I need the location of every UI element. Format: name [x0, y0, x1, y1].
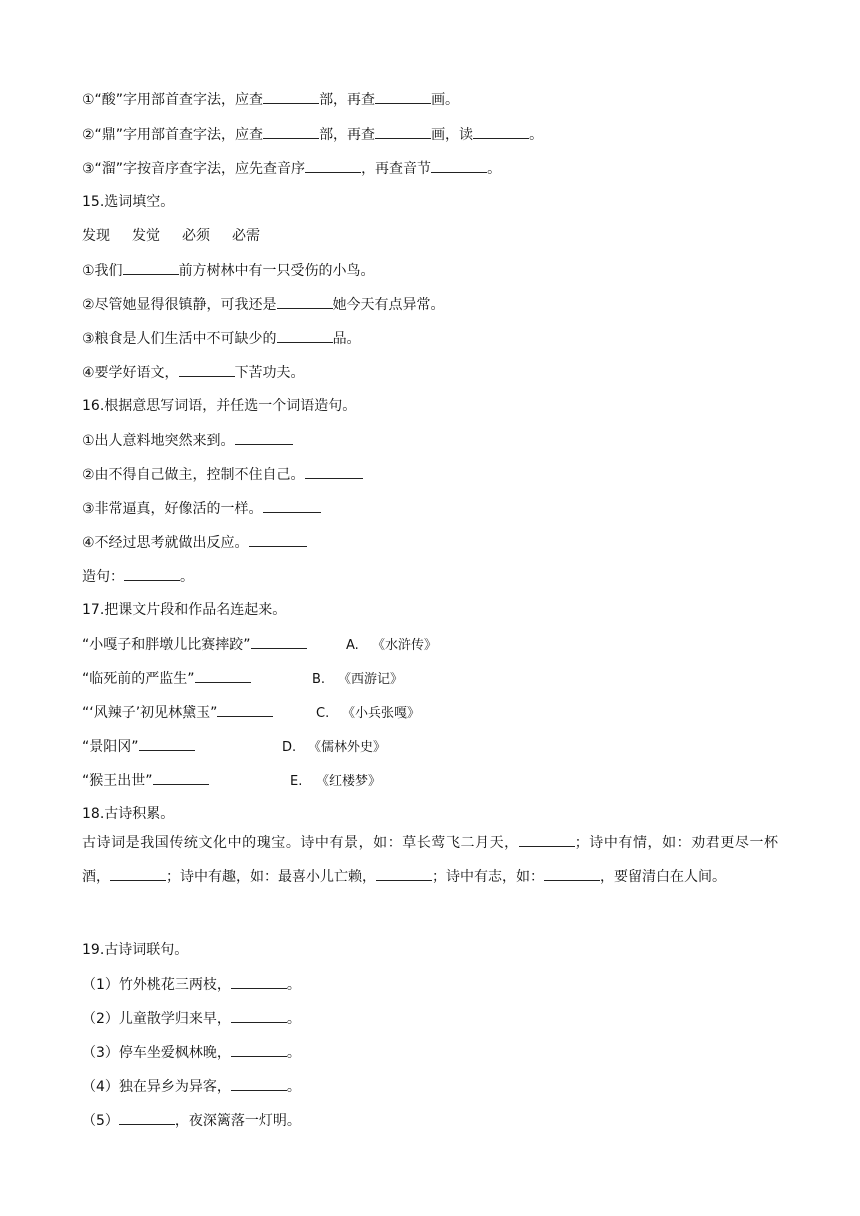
q15-item-3: ③粮食是人们生活中不可缺少的 品。	[82, 328, 361, 349]
answer-blank[interactable]	[179, 362, 235, 377]
answer-blank[interactable]	[519, 832, 575, 847]
q17-option-a: A. 《水浒传》	[346, 638, 438, 653]
q19-item-3: （3）停车坐爱枫林晚， 。	[82, 1042, 301, 1063]
answer-blank[interactable]	[249, 532, 307, 547]
q15-item-4: ④要学好语文， 下苦功夫。	[82, 362, 305, 383]
q19-item-4: （4）独在异乡为异客， 。	[82, 1076, 301, 1097]
answer-blank[interactable]	[217, 702, 273, 717]
q14-item-1: ①“酸”字用部首查字法，应查 部，再查 画。	[82, 89, 459, 110]
word-option: 必须	[182, 228, 210, 244]
answer-blank[interactable]	[431, 158, 487, 173]
answer-blank[interactable]	[305, 464, 363, 479]
answer-blank[interactable]	[231, 974, 287, 989]
answer-blank[interactable]	[277, 294, 333, 309]
answer-blank[interactable]	[263, 124, 319, 139]
q15-item-1: ①我们 前方树林中有一只受伤的小鸟。	[82, 260, 375, 281]
answer-blank[interactable]	[251, 634, 307, 649]
q17-left-2: “临死前的严监生”	[82, 668, 251, 689]
answer-blank[interactable]	[119, 1110, 175, 1125]
word-option: 发觉	[132, 228, 160, 244]
answer-blank[interactable]	[375, 89, 431, 104]
answer-blank[interactable]	[139, 736, 195, 751]
answer-blank[interactable]	[123, 260, 179, 275]
answer-blank[interactable]	[124, 566, 180, 581]
answer-blank[interactable]	[235, 430, 293, 445]
q16-item-3: ③非常逼真，好像活的一样。	[82, 498, 321, 519]
answer-blank[interactable]	[263, 498, 321, 513]
answer-blank[interactable]	[277, 328, 333, 343]
answer-blank[interactable]	[153, 770, 209, 785]
q14-item-3: ③“溜”字按音序查字法，应先查音序 ，再查音节 。	[82, 158, 501, 179]
q15-word-bank	[82, 226, 282, 246]
answer-blank[interactable]	[263, 89, 319, 104]
q18-paragraph: 古诗词是我国传统文化中的瑰宝。诗中有景，如：草长莺飞二月天， ；诗中有情，如：劝君更尽一杯酒， ；诗中有趣，如：最喜小儿亡赖， ；诗中有志，如： ，要留清白在人间。	[82, 826, 778, 894]
q16-item-4: ④不经过思考就做出反应。	[82, 532, 307, 553]
answer-blank[interactable]	[231, 1008, 287, 1023]
q14-item-2: ②“鼎”字用部首查字法，应查 部，再查 画，读 。	[82, 124, 543, 145]
q19-title: 19.古诗词联句。	[82, 942, 189, 958]
q15-title: 15.选词填空。	[82, 194, 175, 210]
q16-sentence: 造句： 。	[82, 566, 194, 587]
q17-left-5: “猴王出世”	[82, 770, 209, 791]
q16-item-2: ②由不得自己做主，控制不住自己。	[82, 464, 363, 485]
word-option: 必需	[232, 228, 260, 244]
answer-blank[interactable]	[544, 866, 600, 881]
answer-blank[interactable]	[473, 124, 529, 139]
answer-blank[interactable]	[375, 124, 431, 139]
q16-item-1: ①出人意料地突然来到。	[82, 430, 293, 451]
q17-option-d: D. 《儒林外史》	[282, 740, 387, 755]
answer-blank[interactable]	[110, 866, 166, 881]
q17-option-b: B. 《西游记》	[312, 672, 404, 687]
q19-item-1: （1）竹外桃花三两枝， 。	[82, 974, 301, 995]
answer-blank[interactable]	[376, 866, 432, 881]
q18-title: 18.古诗积累。	[82, 806, 175, 822]
q17-option-e: E. 《红楼梦》	[290, 774, 382, 789]
q17-left-3: “‘风辣子’初见林黛玉”	[82, 702, 273, 723]
q17-left-4: “景阳冈”	[82, 736, 195, 757]
q16-title: 16.根据意思写词语，并任选一个词语造句。	[82, 398, 357, 414]
answer-blank[interactable]	[231, 1076, 287, 1091]
answer-blank[interactable]	[305, 158, 361, 173]
q19-item-5: （5） ，夜深篱落一灯明。	[82, 1110, 301, 1131]
q17-option-c: C. 《小兵张嘎》	[316, 706, 421, 721]
q19-item-2: （2）儿童散学归来早， 。	[82, 1008, 301, 1029]
answer-blank[interactable]	[195, 668, 251, 683]
q17-left-1: “小嘎子和胖墩儿比赛摔跤”	[82, 634, 307, 655]
q17-title: 17.把课文片段和作品名连起来。	[82, 602, 287, 618]
answer-blank[interactable]	[231, 1042, 287, 1057]
q15-item-2: ②尽管她显得很镇静，可我还是 她今天有点异常。	[82, 294, 445, 315]
word-option: 发现	[82, 228, 110, 244]
